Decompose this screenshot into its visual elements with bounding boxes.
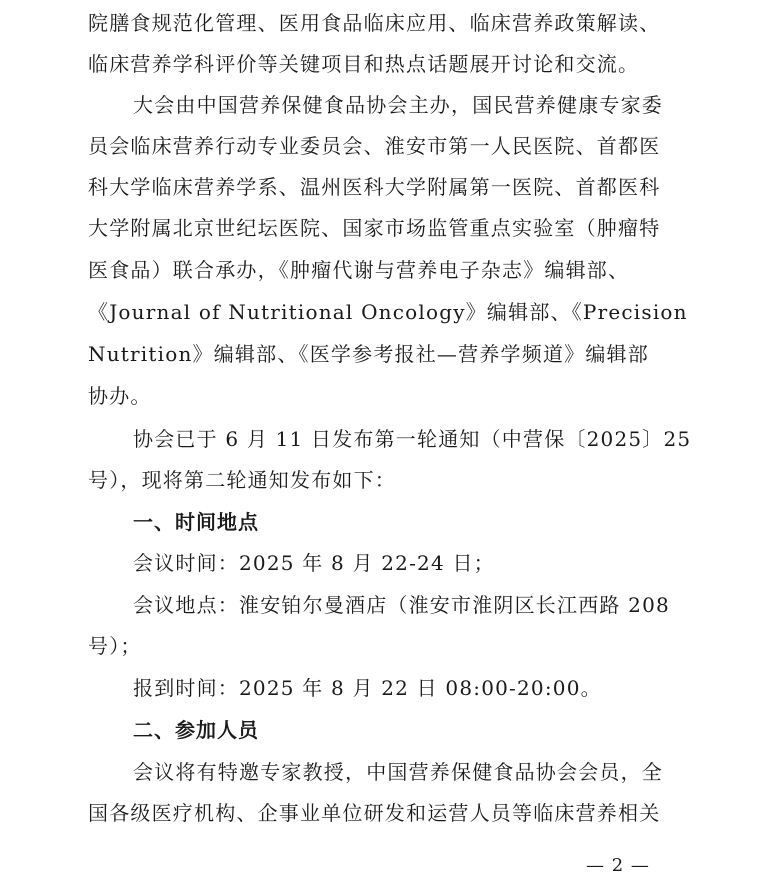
paragraph-line: 号）； [88,634,142,658]
paragraph-line: 协会已于 6 月 11 日发布第一轮通知（中营保〔2025〕25 [133,427,692,451]
section-heading: 二、参加人员 [133,718,259,742]
paragraph-line: 国各级医疗机构、企事业单位研发和运营人员等临床营养相关 [88,801,661,825]
page-number: — 2 — [586,855,650,876]
paragraph-line: 大会由中国营养保健食品协会主办，国民营养健康专家委 [133,93,663,117]
paragraph-line: 医食品）联合承办，《肿瘤代谢与营养电子杂志》编辑部、 [88,258,630,282]
paragraph-line: 临床营养学科评价等关键项目和热点话题展开讨论和交流。 [88,52,640,76]
paragraph-line: Nutrition》编辑部、《医学参考报社—营养学频道》编辑部 [88,342,649,366]
section-heading: 一、时间地点 [133,510,259,534]
paragraph-line: 会议将有特邀专家教授，中国营养保健食品协会会员，全 [133,760,663,784]
paragraph-line: 大学附属北京世纪坛医院、国家市场监管重点实验室（肿瘤特 [88,216,661,240]
paragraph-line: 员会临床营养行动专业委员会、淮安市第一人民医院、首都医 [88,134,661,158]
paragraph-line: 《Journal of Nutritional Oncology》编辑部、《Precision [88,300,688,324]
paragraph-line: 院膳食规范化管理、医用食品临床应用、临床营养政策解读、 [88,11,661,35]
paragraph-line: 会议地点：淮安铂尔曼酒店（淮安市淮阴区长江西路 208 [133,593,670,617]
paragraph-line: 号），现将第二轮通知发布如下： [88,468,396,492]
paragraph-line: 报到时间：2025 年 8 月 22 日 08:00-20:00。 [133,676,602,700]
paragraph-line: 科大学临床营养学系、温州医科大学附属第一医院、首都医科 [88,175,661,199]
paragraph-line: 协办。 [88,384,152,408]
paragraph-line: 会议时间：2025 年 8 月 22-24 日； [133,551,495,575]
